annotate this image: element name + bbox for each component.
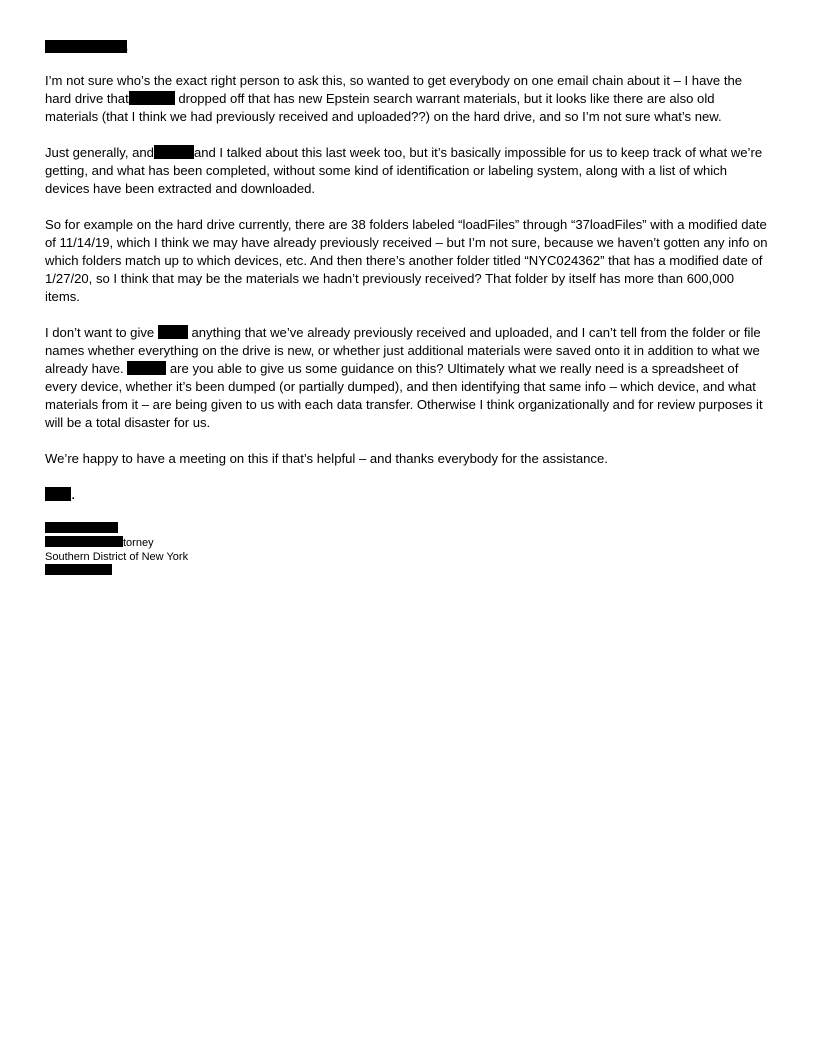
redaction-bar [45, 487, 71, 501]
signature-title-line [45, 536, 770, 550]
paragraph-text: I’m not sure who’s the exact right person to ask this, so wanted to get everybody on one email chain about it – I have the hard drive that [45, 73, 743, 106]
signature-block [45, 522, 770, 578]
redaction-bar [127, 361, 166, 375]
redaction-bar [129, 91, 175, 105]
signature-name-line [45, 522, 770, 536]
paragraph-1 [45, 72, 770, 126]
paragraph-text: and I talked about this last week too, but it’s basically impossible for us to keep track of what we’re getting, and what has been completed, without some kind of identification or labeling system, along with a list of which devices have been extracted and downloaded. [45, 145, 763, 196]
paragraph-5 [45, 450, 770, 468]
redaction-bar [45, 522, 118, 533]
signature-title: torney [123, 537, 154, 549]
signoff: . [45, 486, 770, 500]
paragraph-text: We’re happy to have a meeting on this if that’s helpful – and thanks everybody for the assistance. [45, 451, 608, 466]
redaction-bar [45, 536, 123, 547]
paragraph-text: anything that we’ve already previously received and uploaded, and I can’t tell from the folder or file names whether everything on the drive is new, or whether just additional materials were saved onto it in addition to what we already have. [45, 325, 761, 376]
paragraph-text: are you able to give us some guidance on this? Ultimately what we really need is a spreadsheet of every device, whether it’s been dumped (or partially dumped), and then identifying that same info – which device, and what materials from it – are being given to us with each data transfer. Otherwise I think organizationally and for review purposes it will be a total disaster for us. [45, 361, 763, 430]
paragraph-4 [45, 324, 770, 432]
redaction-bar [45, 564, 112, 575]
paragraph-text: dropped off that has new Epstein search warrant materials, but it looks like there are also old materials (that I think we had previously received and uploaded??) on the hard drive, and so I’m not sure what’s new. [45, 91, 722, 124]
signature-office: Southern District of New York [45, 551, 189, 563]
paragraph-2 [45, 144, 770, 198]
signature-contact-line [45, 564, 770, 578]
paragraph-text: So for example on the hard drive currently, there are 38 folders labeled “loadFiles” through “37loadFiles” with a modified date of 11/14/19, which I think we may have already previously received – but I’m not sure, because we haven’t gotten any info on which folders match up to which devices, etc. And then there’s another folder titled “NYC024362” that has a modified date of 1/27/20, so I think that may be the materials we hadn’t previously received? That folder by itself has more than 600,000 items. [45, 217, 768, 304]
greeting: , [45, 38, 770, 54]
paragraph-text: Just generally, and [45, 145, 154, 160]
redaction-bar [45, 40, 127, 53]
email-body [45, 38, 770, 578]
paragraph-text: I don’t want to give [45, 325, 155, 340]
signature-office-line [45, 550, 770, 564]
redaction-bar [154, 145, 194, 159]
paragraph-3 [45, 216, 770, 306]
redaction-bar [158, 325, 188, 339]
